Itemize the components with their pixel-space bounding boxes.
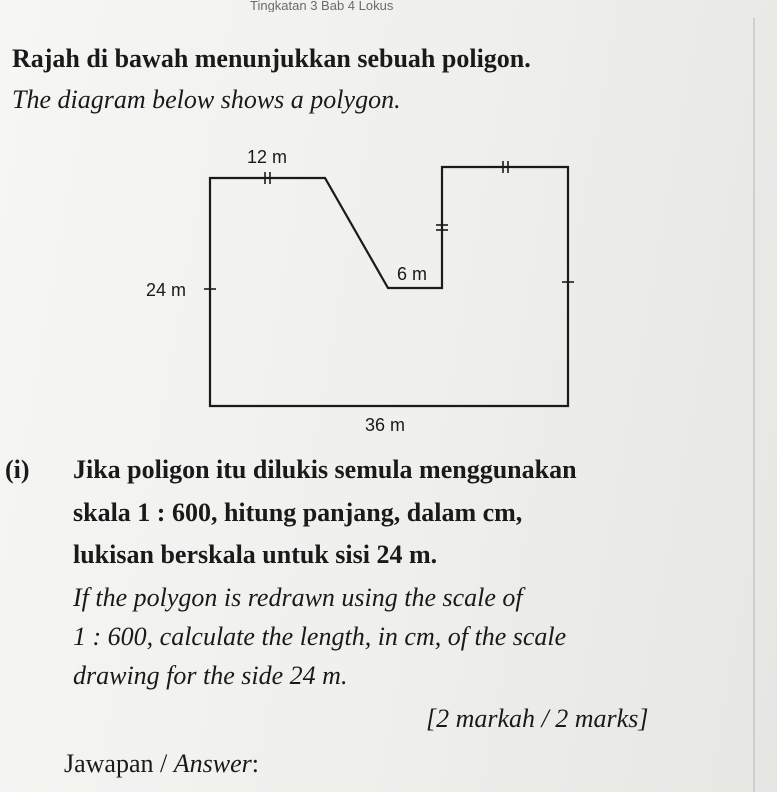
label-12m: 12 m [247,147,288,167]
intro-english: The diagram below shows a polygon. [12,85,401,114]
polygon-shape [210,167,568,406]
answer-label [64,749,259,779]
page-header-strip: Tingkatan 3 Bab 4 Lokus [250,0,394,12]
question-english-line-2: 1 : 600, calculate the length, in cm, of the scale [73,622,567,651]
question-malay-line-3: lukisan berskala untuk sisi 24 m. [73,540,438,569]
answer-label-colon: : [251,749,259,778]
question-number: (i) [5,455,30,484]
answer-label-malay: Jawapan / [64,749,174,778]
label-6m: 6 m [397,264,428,284]
question-malay-line-1: Jika poligon itu dilukis semula menggunakan [73,455,577,484]
question-english-line-3: drawing for the side 24 m. [73,661,348,690]
marks-label: [2 markah / 2 marks] [426,704,649,733]
question-english-line-1: If the polygon is redrawn using the scale of [73,583,523,612]
label-24m: 24 m [146,280,187,300]
answer-label-english: Answer [173,749,252,778]
label-36m: 36 m [365,415,406,435]
tick-marks [204,161,574,289]
question-malay-line-2: skala 1 : 600, hitung panjang, dalam cm, [73,498,523,527]
intro-malay: Rajah di bawah menunjukkan sebuah poligon. [12,44,531,73]
